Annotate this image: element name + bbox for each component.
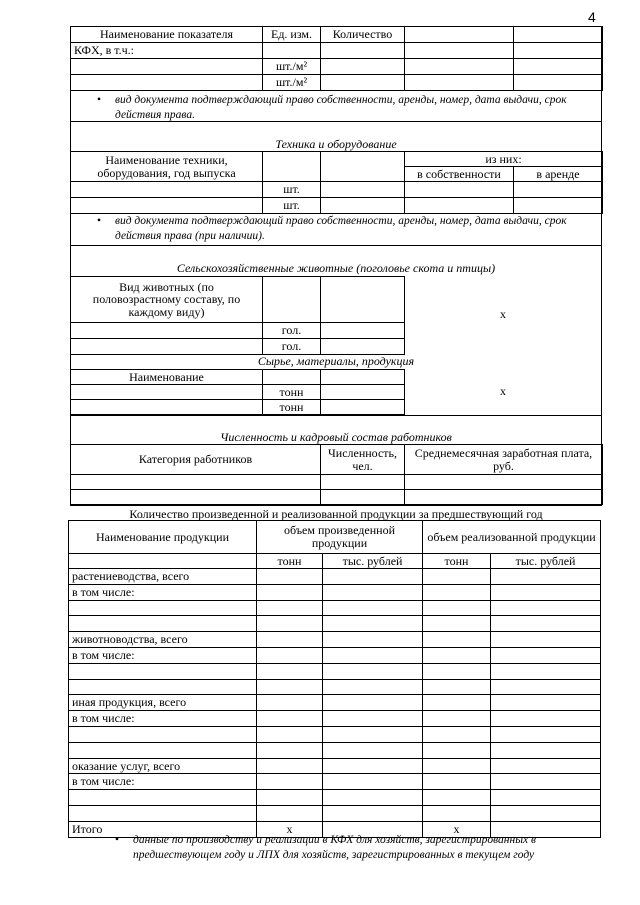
header-indicator: Наименование показателя xyxy=(71,27,263,43)
product-name-header: Наименование продукции xyxy=(69,521,257,554)
staff-table xyxy=(70,444,603,505)
salary-header: Среднемесячная заработная плата, руб. xyxy=(405,445,603,475)
bullet-icon: • xyxy=(115,834,120,846)
table-row xyxy=(69,679,601,695)
production-title: Количество произведенной и реализованной продукции за предшествующий год xyxy=(129,507,543,521)
table-row xyxy=(69,569,601,585)
kfh-table xyxy=(70,26,603,91)
row-label: иная продукция, всего xyxy=(69,695,257,711)
materials-caption: Сырье, материалы, продукция xyxy=(257,354,415,368)
total-x-mark: х xyxy=(423,821,491,837)
row-label: в том числе: xyxy=(69,774,257,790)
table-row xyxy=(69,600,601,616)
unit-cell: шт./м² xyxy=(263,75,321,91)
tech-caption: Техника и оборудование xyxy=(275,137,397,151)
row-label xyxy=(69,616,257,632)
table-row xyxy=(69,758,601,774)
bullet-icon: • xyxy=(97,94,102,106)
leased-header: в аренде xyxy=(514,167,603,182)
row-label: в том числе: xyxy=(69,711,257,727)
row-label xyxy=(69,600,257,616)
table-row xyxy=(69,726,601,742)
row-label xyxy=(69,805,257,821)
divider xyxy=(70,245,602,246)
unit-cell: тонн xyxy=(263,400,321,415)
tech-name-header: Наименование техники, оборудования, год выпуска xyxy=(71,152,263,182)
tech-table xyxy=(70,151,603,214)
row-label xyxy=(69,790,257,806)
rub-header: тыс. рублей xyxy=(491,554,601,569)
row-label xyxy=(69,663,257,679)
kfh-row-label: КФХ, в т.ч.: xyxy=(71,43,263,59)
table-row xyxy=(69,584,601,600)
table-row xyxy=(69,647,601,663)
bullet-icon: • xyxy=(97,215,102,227)
row-label xyxy=(69,742,257,758)
note-ownership: • вид документа подтверждающий право собственности, аренды, номер, дата выдачи, срок действия права. xyxy=(97,94,567,121)
materials-x-mark: х xyxy=(500,384,506,398)
row-label xyxy=(69,726,257,742)
animals-header: Вид животных (по половозрастному составу, по каждому виду) xyxy=(71,277,263,323)
table-row xyxy=(69,695,601,711)
total-x-mark: х xyxy=(257,821,323,837)
unit-cell: шт. xyxy=(263,182,321,198)
animals-caption: Сельскохозяйственные животные (поголовье скота и птицы) xyxy=(176,261,496,275)
unit-cell: шт. xyxy=(263,198,321,214)
owned-header: в собственности xyxy=(405,167,514,182)
tons-header: тонн xyxy=(257,554,323,569)
footnote: • данные по производству и реализации в КФХ для хозяйств, зарегистрированных в предшествующем году и ЛПХ для хозяйств, зарегистрированных в текущем году xyxy=(115,834,536,861)
unit-cell: гол. xyxy=(263,323,321,339)
note-ownership-optional: • вид документа подтверждающий право собственности, аренды, номер, дата выдачи, срок действия права (при наличии). xyxy=(97,215,567,242)
row-label: растениеводства, всего xyxy=(69,569,257,585)
category-header: Категория работников xyxy=(71,445,321,475)
row-label: в том числе: xyxy=(69,584,257,600)
animals-x-mark: х xyxy=(500,307,506,321)
row-label: в том числе: xyxy=(69,647,257,663)
materials-table xyxy=(70,369,405,415)
unit-cell: гол. xyxy=(263,339,321,355)
staff-caption: Численность и кадровый состав работников xyxy=(220,430,452,444)
unit-cell: тонн xyxy=(263,385,321,400)
tons-header: тонн xyxy=(423,554,491,569)
table-row xyxy=(69,774,601,790)
table-row xyxy=(69,663,601,679)
produced-header: объем произведенной продукции xyxy=(257,521,423,554)
sold-header: объем реализованной продукции xyxy=(423,521,601,554)
count-header: Численность, чел. xyxy=(321,445,405,475)
production-table xyxy=(68,520,601,838)
row-label: оказание услуг, всего xyxy=(69,758,257,774)
table-row xyxy=(69,805,601,821)
header-quantity: Количество xyxy=(321,27,405,43)
header-unit: Ед. изм. xyxy=(263,27,321,43)
page-number: 4 xyxy=(588,9,596,25)
table-row xyxy=(69,616,601,632)
table-row xyxy=(69,790,601,806)
row-label xyxy=(69,679,257,695)
row-label: животноводства, всего xyxy=(69,632,257,648)
of-them-header: из них: xyxy=(405,152,603,167)
table-row xyxy=(69,742,601,758)
table-row xyxy=(69,632,601,648)
materials-header: Наименование xyxy=(71,370,263,385)
table-row xyxy=(69,711,601,727)
production-rows xyxy=(69,569,601,838)
animals-table xyxy=(70,276,405,355)
row-label: Итого xyxy=(69,821,257,837)
divider xyxy=(70,415,602,416)
unit-cell: шт./м² xyxy=(263,59,321,75)
divider xyxy=(70,121,602,122)
rub-header: тыс. рублей xyxy=(323,554,423,569)
